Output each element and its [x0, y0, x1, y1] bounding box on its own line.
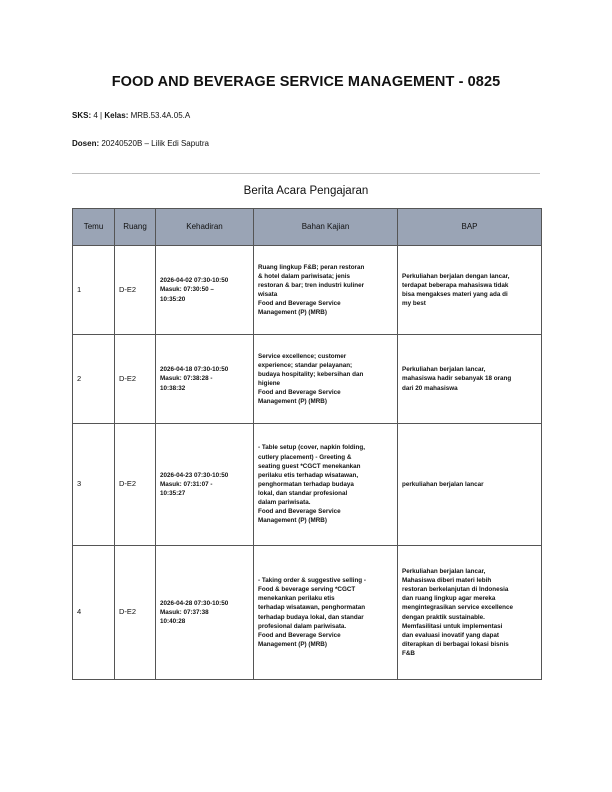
cell-bahan-kajian-line: higiene [258, 380, 281, 387]
cell-kehadiran [156, 335, 254, 424]
cell-kehadiran [156, 424, 254, 546]
cell-bahan-kajian [254, 424, 398, 546]
cell-bahan-kajian-line: terhadap budaya lokal, dan standar [258, 613, 364, 621]
cell-bahan-kajian-line: experience; standar pelayanan; [258, 361, 353, 369]
cell-kehadiran-line: 10:35:20 [160, 295, 186, 303]
lecturer-meta [72, 139, 209, 148]
cell-kehadiran-line: Masuk: 07:37:38 [160, 608, 209, 616]
cell-bahan-kajian-line: cutlery placement) - Greeting & [258, 453, 352, 461]
course-meta [72, 111, 190, 120]
cell-bap-line: mengintegrasikan service excellence [402, 604, 513, 612]
cell-bahan-kajian [254, 546, 398, 680]
cell-bap-line: Perkuliahan berjalan dengan lancar, [402, 272, 510, 280]
cell-bahan-kajian-line: lokal, dan standar profesional [258, 490, 348, 498]
cell-kehadiran-line: Masuk: 07:31:07 - [160, 480, 213, 488]
cell-bahan-kajian-line: Food & beverage serving *CGCT [258, 586, 356, 594]
cell-bahan-kajian-line: Food and Beverage Service [258, 389, 341, 397]
table-row [73, 424, 542, 546]
cell-kehadiran-line: 10:35:27 [160, 490, 186, 498]
cell-bap-line: mahasiswa hadir sebanyak 18 orang [402, 375, 512, 383]
cell-kehadiran-line: Masuk: 07:38:28 - [160, 375, 213, 383]
cell-kehadiran-line: 2026-04-28 07:30-10:50 [160, 599, 229, 607]
cell-bahan-kajian-line: Service excellence; customer [258, 352, 347, 360]
cell-kehadiran [156, 546, 254, 680]
cell-temu: 2 [73, 335, 115, 424]
dosen-label: Dosen: [72, 139, 100, 148]
cell-temu: 4 [73, 546, 115, 680]
header-ruang: Ruang [115, 209, 156, 246]
cell-bahan-kajian-line: Ruang lingkup F&B; peran restoran [258, 263, 365, 271]
table-row [73, 335, 542, 424]
cell-kehadiran-line: 2026-04-02 07:30-10:50 [160, 277, 229, 285]
header-kehadiran: Kehadiran [156, 209, 254, 246]
cell-bap [398, 546, 542, 680]
kelas-label: Kelas: [104, 111, 129, 120]
cell-kehadiran-line: 2026-04-18 07:30-10:50 [160, 366, 229, 374]
cell-ruang: D-E2 [115, 246, 156, 335]
dosen-value: 20240520B – Lilik Edi Saputra [101, 139, 209, 148]
page-title: FOOD AND BEVERAGE SERVICE MANAGEMENT - 0825 [111, 74, 501, 90]
cell-bahan-kajian-line: restoran & bar; tren industri kuliner [258, 281, 365, 289]
cell-bahan-kajian-line: dalam pariwisata. [258, 499, 311, 507]
cell-bap-line: Memfasilitasi untuk implementasi [402, 622, 503, 630]
cell-bap-line: Perkuliahan berjalan lancar, [402, 567, 486, 575]
cell-bahan-kajian-line: & hotel dalam pariwisata; jenis [258, 272, 351, 280]
cell-bahan-kajian-line: wisata [258, 291, 278, 298]
cell-ruang: D-E2 [115, 424, 156, 546]
cell-bahan-kajian-line: Management (P) (MRB) [258, 517, 327, 525]
cell-bahan-kajian-line: penghormatan terhadap budaya [258, 480, 354, 488]
cell-kehadiran-line: 10:38:32 [160, 384, 186, 392]
cell-bap [398, 335, 542, 424]
table-row [73, 546, 542, 680]
cell-kehadiran [156, 246, 254, 335]
cell-bahan-kajian [254, 246, 398, 335]
cell-bahan-kajian-line: Management (P) (MRB) [258, 309, 327, 317]
cell-bahan-kajian-line: budaya hospitality; kebersihan dan [258, 370, 364, 378]
cell-bap-line: Mahasiswa diberi materi lebih [402, 577, 492, 584]
cell-bap-line: terdapat beberapa mahasiswa tidak [402, 281, 509, 289]
header-temu: Temu [73, 209, 115, 246]
cell-bahan-kajian-line: Food and Beverage Service [258, 508, 341, 516]
cell-bahan-kajian-line: - Taking order & suggestive selling - [258, 577, 367, 584]
cell-bap-line: restoran berkelanjutan di Indonesia [402, 586, 509, 594]
divider [72, 173, 540, 174]
cell-temu: 3 [73, 424, 115, 546]
cell-bap-line: my best [402, 300, 426, 308]
cell-bap-line: dari 20 mahasiswa [402, 384, 458, 392]
cell-bahan-kajian-line: profesional dalam pariwisata. [258, 622, 347, 630]
cell-bap-line: F&B [402, 650, 415, 657]
cell-bap [398, 424, 542, 546]
cell-bahan-kajian-line: menekankan perilaku etis [258, 595, 335, 603]
header-bap: BAP [398, 209, 542, 246]
section-title: Berita Acara Pengajaran [243, 185, 369, 197]
cell-bahan-kajian-line: seating guest *CGCT menekankan [258, 462, 361, 470]
table-row [73, 246, 542, 335]
cell-bap-line: dan ruang lingkup agar mereka [402, 595, 496, 603]
cell-ruang: D-E2 [115, 546, 156, 680]
cell-bahan-kajian-line: - Table setup (cover, napkin folding, [258, 444, 365, 452]
cell-bahan-kajian-line: Food and Beverage Service [258, 631, 341, 639]
meta-separator: | [100, 111, 103, 120]
table-header-row [73, 209, 542, 246]
sks-value: 4 [93, 111, 98, 120]
cell-bap-line: diterapkan di berbagai lokasi bisnis [402, 640, 509, 648]
cell-kehadiran-line: 10:40:28 [160, 618, 186, 626]
teaching-report-table [72, 208, 542, 680]
cell-bap [398, 246, 542, 335]
cell-bap-line: bisa mengakses materi yang ada di [402, 291, 508, 298]
cell-bap-line: dengan praktik sustainable. [402, 613, 485, 621]
cell-bap-line: dan evaluasi inovatif yang dapat [402, 631, 499, 639]
cell-temu: 1 [73, 246, 115, 335]
cell-kehadiran-line: 2026-04-23 07:30-10:50 [160, 471, 229, 479]
header-bahan-kajian: Bahan Kajian [254, 209, 398, 246]
cell-bahan-kajian [254, 335, 398, 424]
sks-label: SKS: [72, 111, 92, 120]
cell-bap-line: Perkuliahan berjalan lancar, [402, 366, 486, 374]
cell-bahan-kajian-line: Food and Beverage Service [258, 300, 341, 308]
cell-ruang: D-E2 [115, 335, 156, 424]
cell-bahan-kajian-line: Management (P) (MRB) [258, 398, 327, 406]
cell-bap-line: perkuliahan berjalan lancar [402, 480, 484, 488]
cell-kehadiran-line: Masuk: 07:30:50 – [160, 286, 214, 294]
cell-bahan-kajian-line: terhadap wisatawan, penghormatan [258, 604, 366, 612]
cell-bahan-kajian-line: perilaku etis terhadap wisatawan, [258, 471, 359, 479]
cell-bahan-kajian-line: Management (P) (MRB) [258, 640, 327, 648]
kelas-value: MRB.53.4A.05.A [130, 111, 191, 120]
